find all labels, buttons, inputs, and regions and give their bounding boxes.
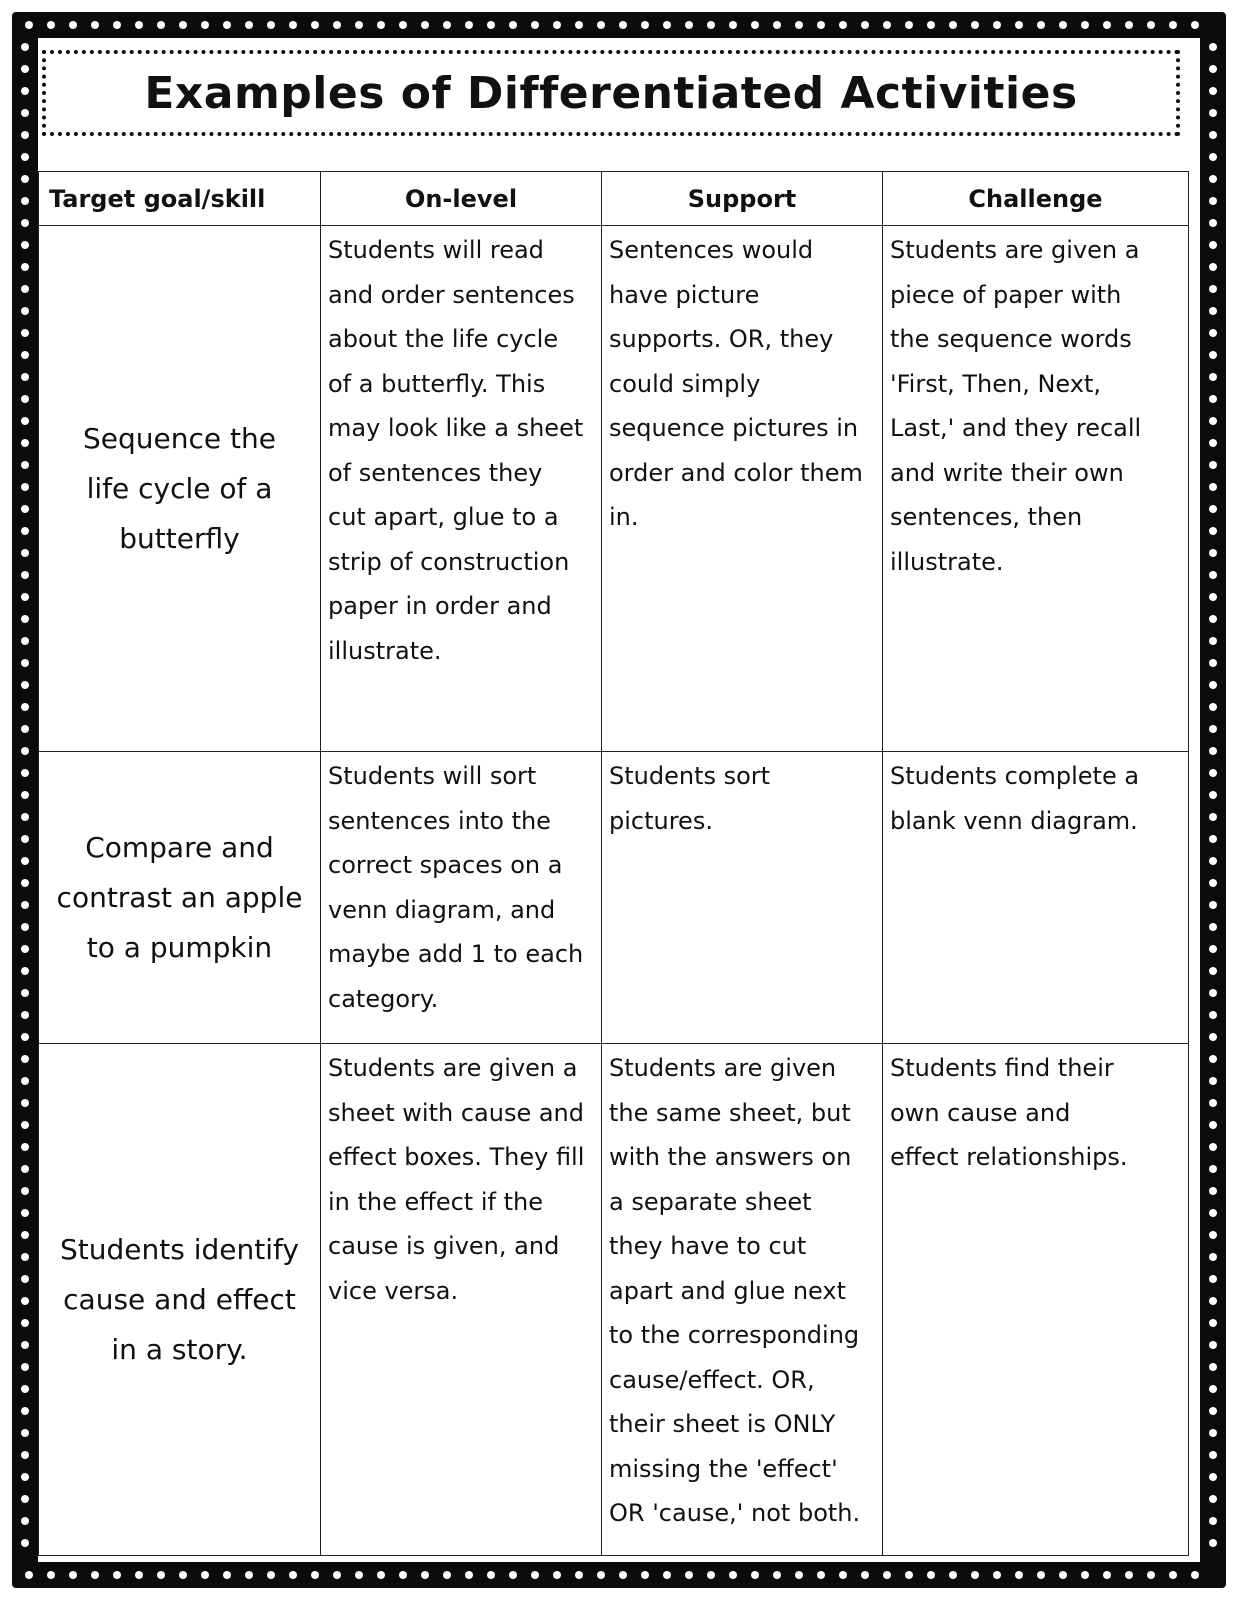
goal-text: Sequence the life cycle of a butterfly xyxy=(83,421,276,555)
challenge-cell: Students complete a blank venn diagram. xyxy=(883,752,1189,1044)
activities-table xyxy=(38,171,1189,1556)
support-cell: Sentences would have picture supports. OR, they could simply sequence pictures in order and color them in. xyxy=(602,226,883,752)
header-on-level: On-level xyxy=(321,172,602,226)
header-target-goal: Target goal/skill xyxy=(39,172,321,226)
goal-cell xyxy=(39,752,321,1044)
goal-text: Students identify cause and effect in a story. xyxy=(60,1232,299,1366)
header-row xyxy=(39,172,1189,226)
title-box xyxy=(42,50,1180,136)
goal-cell xyxy=(39,1044,321,1556)
table-row xyxy=(39,226,1189,752)
support-cell: Students are given the same sheet, but with the answers on a separate sheet they have to cut apart and glue next to the corresponding cause/effect. OR, their sheet is ONLY missing the 'effect' OR 'cause,' not both. xyxy=(602,1044,883,1556)
challenge-cell: Students find their own cause and effect relationships. xyxy=(883,1044,1189,1556)
on-level-cell: Students will read and order sentences about the life cycle of a butterfly. This may look like a sheet of sentences they cut apart, glue to a strip of construction paper in order and illustrate. xyxy=(321,226,602,752)
header-support: Support xyxy=(602,172,883,226)
support-cell: Students sort pictures. xyxy=(602,752,883,1044)
page-title: Examples of Differentiated Activities xyxy=(144,67,1078,119)
goal-cell xyxy=(39,226,321,752)
on-level-cell: Students will sort sentences into the correct spaces on a venn diagram, and maybe add 1 to each category. xyxy=(321,752,602,1044)
on-level-cell: Students are given a sheet with cause and effect boxes. They fill in the effect if the cause is given, and vice versa. xyxy=(321,1044,602,1556)
table-row xyxy=(39,1044,1189,1556)
challenge-cell: Students are given a piece of paper with the sequence words 'First, Then, Next, Last,' and they recall and write their own sentences, then illustrate. xyxy=(883,226,1189,752)
table-row xyxy=(39,752,1189,1044)
goal-text: Compare and contrast an apple to a pumpkin xyxy=(56,830,303,964)
header-challenge: Challenge xyxy=(883,172,1189,226)
